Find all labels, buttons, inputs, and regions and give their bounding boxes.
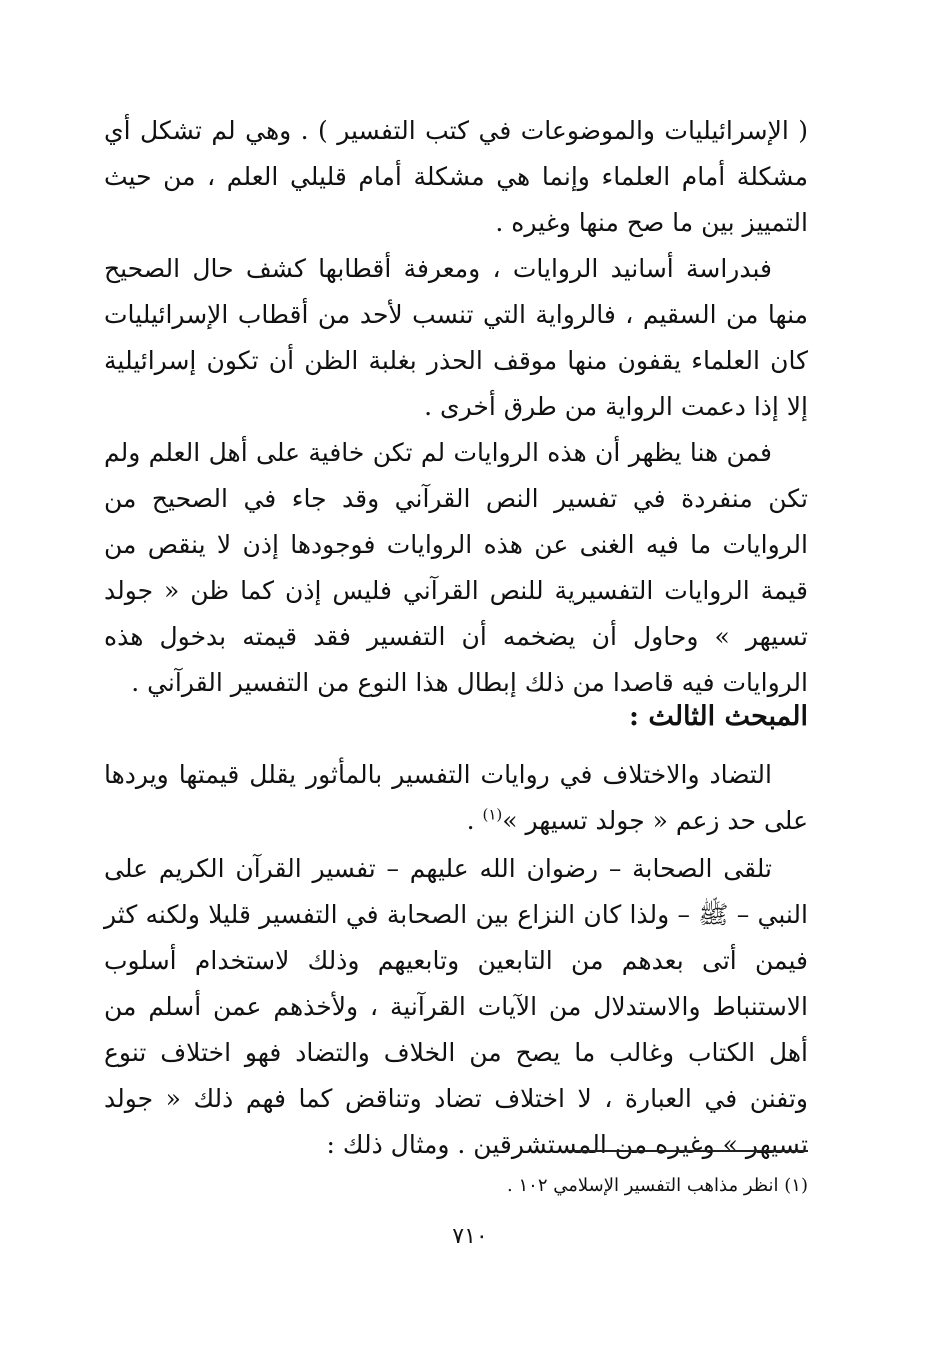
page-number: ٧١٠ — [452, 1224, 488, 1249]
paragraph-4-text: التضاد والاختلاف في روايات التفسير بالمأثور يقلل قيمتها ويردها على حد زعم « جولد تسيهر » — [104, 760, 808, 835]
paragraph-4 — [104, 752, 808, 844]
footnote-reference-marker[interactable]: (١) — [482, 805, 503, 824]
paragraph-2-container — [104, 246, 808, 430]
paragraph-5-container — [104, 846, 808, 1168]
paragraph-5: تلقى الصحابة – رضوان الله عليهم – تفسير القرآن الكريم على النبي – ﷺ – ولذا كان النزاع بين الصحابة في التفسير قليلا ولكنه كثر فيمن أتى بعدهم من التابعين وتابعيهم وذلك لاستخدام أسلوب الاستنباط والاستدلال من الآيات القرآنية ، ولأخذهم عمن أسلم من أهل الكتاب وغالب ما يصح من الخلاف والتضاد فهو اختلاف تنوع وتفنن في العبارة ، لا اختلاف تضاد وتناقض كما فهم ذلك « جولد تسيهر » وغيره من المستشرقين . ومثال ذلك : — [104, 854, 808, 1159]
paragraph-1-container — [104, 108, 808, 246]
section-heading: المبحث الثالث : — [628, 701, 808, 732]
footnote-separator — [567, 1150, 808, 1152]
footnote: (١) انظر مذاهب التفسير الإسلامي ١٠٢ . — [507, 1175, 808, 1196]
paragraph-4-container — [104, 752, 808, 844]
paragraph-3-container — [104, 430, 808, 706]
paragraph-2: فبدراسة أسانيد الروايات ، ومعرفة أقطابها كشف حال الصحيح منها من السقيم ، فالرواية التي تنسب لأحد من أقطاب الإسرائيليات كان العلماء يقفون منها موقف الحذر بغلبة الظن أن تكون إسرائيلية إلا إذا دعمت الرواية من طرق أخرى . — [104, 254, 808, 421]
paragraph-4-end: . — [466, 806, 483, 835]
paragraph-1: ( الإسرائيليات والموضوعات في كتب التفسير ) . وهي لم تشكل أي مشكلة أمام العلماء وإنما هي مشكلة أمام قليلي العلم ، من حيث التمييز بين ما صح منها وغيره . — [104, 116, 808, 237]
paragraph-3: فمن هنا يظهر أن هذه الروايات لم تكن خافية على أهل العلم ولم تكن منفردة في تفسير النص القرآني وقد جاء في الصحيح من الروايات ما فيه الغنى عن هذه الروايات فوجودها إذن لا ينقص من قيمة الروايات التفسيرية للنص القرآني فليس إذن كما ظن « جولد تسيهر » وحاول أن يضخمه أن التفسير فقد قيمته بدخول هذه الروايات فيه قاصدا من ذلك إبطال هذا النوع من التفسير القرآني . — [104, 438, 808, 697]
